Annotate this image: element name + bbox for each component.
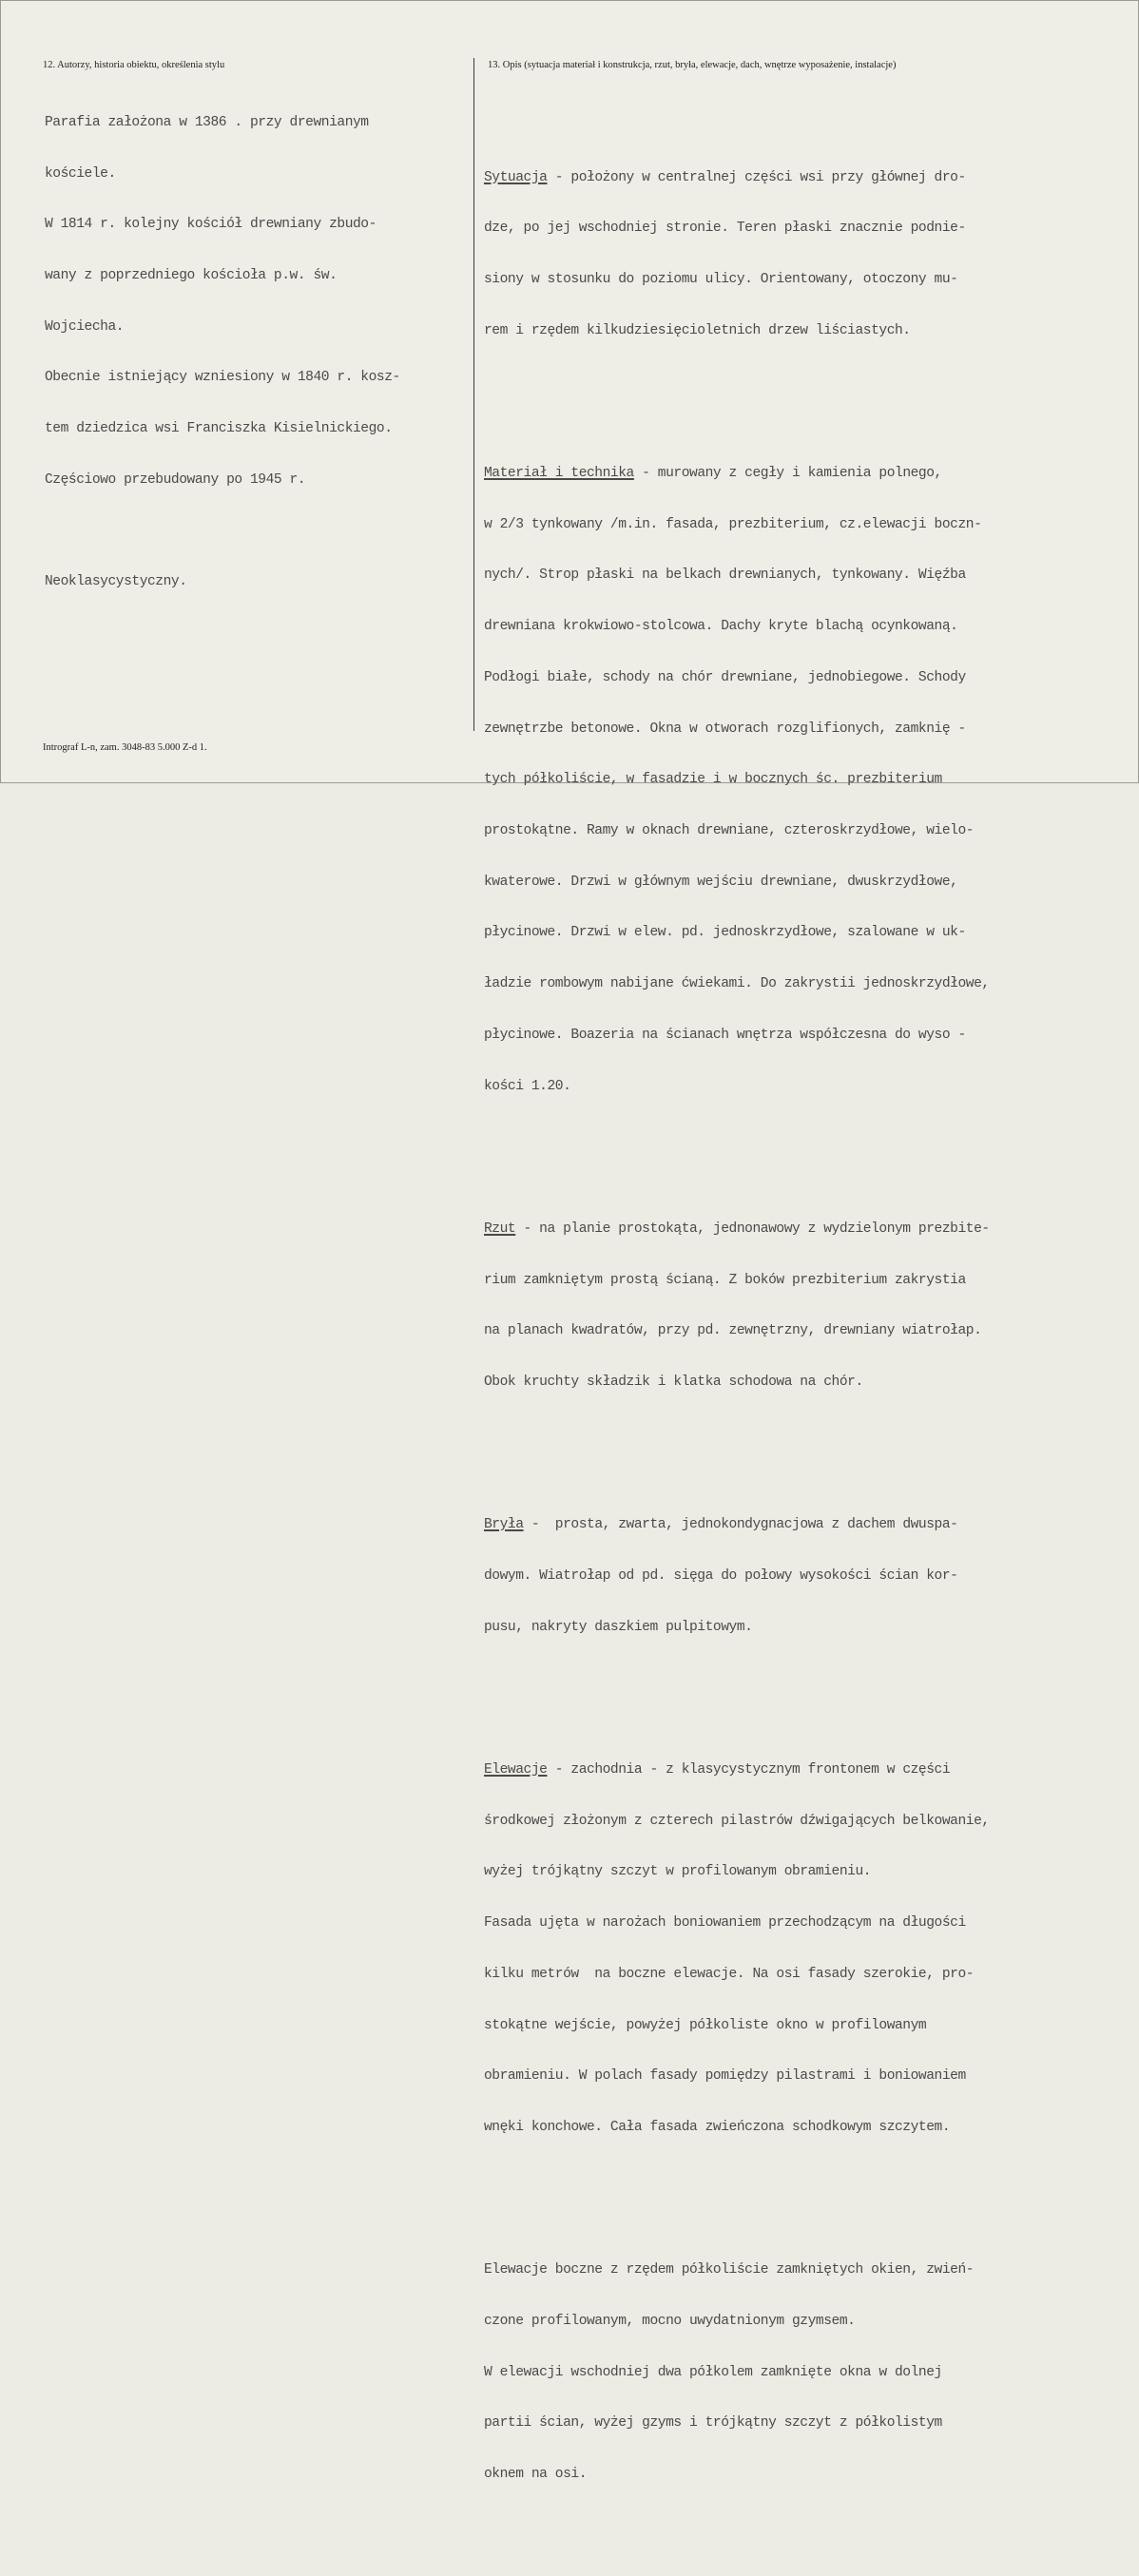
section-line: kilku metrów na boczne elewacje. Na osi fasady szerokie, pro- (484, 1966, 975, 1982)
section-heading: Bryła (484, 1517, 524, 1533)
section-line: - prosta, zwarta, jednokondygnacjowa z dachem dwuspa- (523, 1517, 958, 1533)
history-line: wany z poprzedniego kościoła p.w. św. (45, 267, 338, 283)
history-line: Częściowo przebudowany po 1945 r. (45, 471, 306, 488)
section-line: partii ścian, wyżej gzyms i trójkątny szczyt z półkolistym (484, 2415, 942, 2432)
section-line: - murowany z cegły i kamienia polnego, (633, 465, 942, 481)
section-elewacje-boczne (484, 2228, 990, 2517)
section-line: oknem na osi. (484, 2467, 587, 2483)
section-heading: Rzut (484, 1221, 516, 1237)
section-line: wnęki konchowe. Cała fasada zwieńczona schodkowym szczytem. (484, 2119, 951, 2135)
description-text (484, 85, 990, 2576)
section-line: obramieniu. W polach fasady pomiędzy pilastrami i boniowaniem (484, 2068, 966, 2085)
section-line: Obok kruchty składzik i klatka schodowa na chór. (484, 1374, 863, 1390)
section-line: prostokątne. Ramy w oknach drewniane, czteroskrzydłowe, wielo- (484, 822, 975, 838)
section-elewacje (484, 1728, 990, 2171)
section-heading: Sytuacja (484, 169, 548, 185)
section-line: płycinowe. Boazeria na ścianach wnętrza współczesna do wyso - (484, 1027, 966, 1043)
style-label: Neoklasycystyczny. (45, 574, 187, 590)
section-line: dze, po jej wschodniej stronie. Teren płaski znacznie podnie- (484, 221, 966, 237)
section-line: Elewacje boczne z rzędem półkoliście zamkniętych okien, zwień- (484, 2262, 975, 2278)
section-line: rium zamkniętym prostą ścianą. Z boków prezbiterium zakrystia (484, 1272, 966, 1288)
section-line: stokątne wejście, powyżej półkoliste okno w profilowanym (484, 2017, 927, 2033)
section-line: ładzie rombowym nabijane ćwiekami. Do zakrystii jednoskrzydłowe, (484, 976, 990, 992)
history-line: Obecnie istniejący wzniesiony w 1840 r. kosz- (45, 370, 400, 386)
section-line: drewniana krokwiowo-stolcowa. Dachy kryte blachą ocynkowaną. (484, 619, 958, 635)
section-line: zewnętrzbe betonowe. Okna w otworach rozglifionych, zamknię - (484, 721, 966, 737)
history-line: Wojciecha. (45, 318, 125, 335)
section-line: - położony w centralnej części wsi przy głównej dro- (547, 169, 966, 185)
section-line: na planach kwadratów, przy pd. zewnętrzny, drewniany wiatrołap. (484, 1323, 982, 1339)
section-line: - zachodnia - z klasycystycznym frontonem w części (547, 1761, 951, 1778)
history-line: tem dziedzica wsi Franciszka Kisielnickiego. (45, 421, 393, 437)
section-line: płycinowe. Drzwi w elew. pd. jednoskrzydłowe, szalowane w uk- (484, 925, 966, 941)
section-line: pusu, nakryty daszkiem pulpitowym. (484, 1619, 753, 1635)
section-line: W elewacji wschodniej dwa półkolem zamknięte okna w dolnej (484, 2364, 942, 2380)
section-line: Fasada ujęta w narożach boniowaniem przechodzącym na długości (484, 1915, 966, 1932)
section-line: - na planie prostokąta, jednonawowy z wydzielonym prezbite- (515, 1221, 990, 1237)
history-line: kościele. (45, 165, 116, 182)
section-heading: Materiał i technika (484, 465, 634, 481)
print-footer: Intrograf L-n, zam. 3048-83 5.000 Z-d 1. (43, 742, 207, 753)
section-line: w 2/3 tynkowany /m.in. fasada, prezbiterium, cz.elewacji boczn- (484, 516, 982, 532)
section-sytuacja (484, 136, 990, 375)
section-line: czone profilowanym, mocno uwydatnionym gzymsem. (484, 2313, 856, 2329)
section-rzut (484, 1187, 990, 1426)
right-column-header: 13. Opis (sytuacja materiał i konstrukcja, rzut, bryła, elewacje, dach, wnętrze wyposażenie, instalacje) (488, 60, 897, 70)
section-line: wyżej trójkątny szczyt w profilowanym obramieniu. (484, 1864, 872, 1880)
section-line: rem i rzędem kilkudziesięcioletnich drzew liściastych. (484, 322, 911, 338)
section-line: kwaterowe. Drzwi w głównym wejściu drewniane, dwuskrzydłowe, (484, 874, 958, 890)
left-column-header: 12. Autorzy, historia obiektu, określenia stylu (43, 60, 225, 70)
section-line: tych półkoliście, w fasadzie i w bocznych śc. prezbiterium (484, 772, 942, 788)
section-line: środkowej złożonym z czterech pilastrów dźwigających belkowanie, (484, 1813, 990, 1829)
section-line: Podłogi białe, schody na chór drewniane, jednobiegowe. Schody (484, 669, 966, 685)
section-material (484, 432, 990, 1129)
section-bryla (484, 1483, 990, 1670)
column-divider (473, 58, 474, 731)
history-line: W 1814 r. kolejny kościół drewniany zbudo- (45, 217, 376, 233)
section-line: dowym. Wiatrołap od pd. sięga do połowy wysokości ścian kor- (484, 1567, 958, 1584)
section-line: kości 1.20. (484, 1078, 571, 1094)
section-line: nych/. Strop płaski na belkach drewnianych, tynkowany. Więźba (484, 567, 966, 584)
history-line: Parafia założona w 1386 . przy drewnianym (45, 114, 369, 130)
section-line: siony w stosunku do poziomu ulicy. Orientowany, otoczony mu- (484, 271, 958, 287)
history-text (45, 81, 400, 625)
section-heading: Elewacje (484, 1761, 548, 1778)
